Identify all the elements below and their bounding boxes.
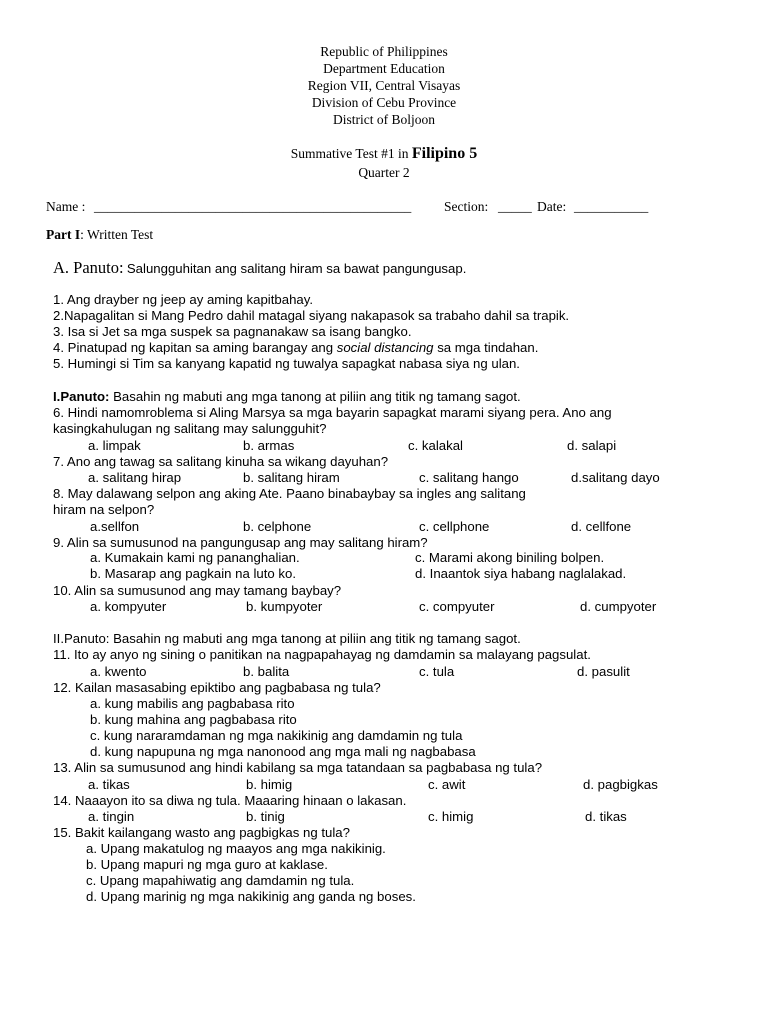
question-11: 11. Ito ay anyo ng sining o panitikan na nagpapahayag ng damdamin sa malayang pagsulat. <box>53 647 591 662</box>
item4-start: 4. Pinatupad ng kapitan sa aming barangay ang <box>53 340 334 355</box>
option[interactable]: d. pasulit <box>577 664 630 679</box>
option[interactable]: c. tula <box>419 664 455 679</box>
q9-options-row2 <box>0 566 768 582</box>
option[interactable]: c. compyuter <box>419 599 495 614</box>
item4-italic: social distancing <box>336 340 434 355</box>
option[interactable]: d. Inaantok siya habang naglalakad. <box>415 566 627 581</box>
q13-options <box>0 777 768 793</box>
q7-options <box>0 470 768 486</box>
info-line <box>46 199 726 215</box>
option[interactable]: a. salitang hirap <box>88 470 182 485</box>
q10-options <box>0 599 768 615</box>
test-title-prefix: Summative Test #1 in <box>290 146 409 161</box>
header-republic: Republic of Philippines <box>320 44 448 59</box>
option[interactable]: b. salitang hiram <box>243 470 340 485</box>
q6-options <box>0 438 768 454</box>
part-label: Part I <box>46 227 81 242</box>
list-item: 5. Humingi si Tim sa kanyang kapatid ng tuwalya sapagkat nabasa siya ng ulan. <box>53 356 520 371</box>
section-a-heading <box>53 258 466 279</box>
part-title <box>46 227 153 243</box>
quarter-label: Quarter 2 <box>358 165 410 180</box>
option[interactable]: b. himig <box>246 777 293 792</box>
question-9: 9. Alin sa sumusunod na pangungusap ang may salitang hiram? <box>53 535 428 550</box>
option[interactable]: a.sellfon <box>90 519 140 534</box>
date-blank[interactable]: ___________ <box>574 199 649 214</box>
option[interactable]: c. awit <box>428 777 466 792</box>
name-blank[interactable]: _______________________________________________ <box>94 199 412 214</box>
option[interactable]: a. kwento <box>90 664 147 679</box>
name-label: Name : <box>46 199 86 214</box>
test-title <box>0 145 768 163</box>
option[interactable]: c. salitang hango <box>419 470 519 485</box>
option[interactable]: a. tingin <box>88 809 135 824</box>
part-rest: : Written Test <box>80 227 154 242</box>
q8-options <box>0 519 768 535</box>
option[interactable]: c. kalakal <box>408 438 463 453</box>
question-10: 10. Alin sa sumusunod ang may tamang baybay? <box>53 583 342 598</box>
question-13: 13. Alin sa sumusunod ang hindi kabilang sa mga tatandaan sa pagbabasa ng tula? <box>53 760 543 775</box>
option[interactable]: c. Upang mapahiwatig ang damdamin ng tula. <box>86 873 355 888</box>
header-division: Division of Cebu Province <box>311 95 457 110</box>
option[interactable]: d. cumpyoter <box>580 599 657 614</box>
list-item: 1. Ang drayber ng jeep ay aming kapitbahay. <box>53 292 314 307</box>
option[interactable]: b. celphone <box>243 519 312 534</box>
option[interactable]: d. salapi <box>567 438 617 453</box>
test-subject: Filipino 5 <box>411 145 478 162</box>
question-8: 8. May dalawang selpon ang aking Ate. Paano binabaybay sa ingles ang salitang <box>53 486 526 501</box>
option[interactable]: a. limpak <box>88 438 141 453</box>
option[interactable]: d. kung napupuna ng mga nanonood ang mga mali ng nagbabasa <box>90 744 476 759</box>
option[interactable]: b. tinig <box>246 809 285 824</box>
option[interactable]: d. pagbigkas <box>583 777 658 792</box>
option[interactable]: b. kung mahina ang pagbabasa rito <box>90 712 297 727</box>
question-6: 6. Hindi namomroblema si Aling Marsya sa mga bayarin sapagkat marami siyang pera. Ano ang <box>53 405 612 420</box>
option[interactable]: a. kung mabilis ang pagbabasa rito <box>90 696 295 711</box>
list-item: 2.Napagalitan si Mang Pedro dahil matagal siyang nakapasok sa trabaho dahil sa trapik. <box>53 308 570 323</box>
section-a-instruction: Salungguhitan ang salitang hiram sa bawat pangungusap. <box>126 261 467 276</box>
section-i-instruction: Basahin ng mabuti ang mga tanong at piliin ang titik ng tamang sagot. <box>113 389 521 404</box>
option[interactable]: a. Upang makatulog ng maayos ang mga nakikinig. <box>86 841 386 856</box>
section-i-heading <box>53 389 521 405</box>
header-region: Region VII, Central Visayas <box>307 78 461 93</box>
option[interactable]: d.salitang dayo <box>571 470 660 485</box>
option[interactable]: b. Upang mapuri ng mga guro at kaklase. <box>86 857 328 872</box>
option[interactable]: d. cellfone <box>571 519 632 534</box>
question-15: 15. Bakit kailangang wasto ang pagbigkas ng tula? <box>53 825 350 840</box>
header-district: District of Boljoon <box>333 112 435 127</box>
section-ii-heading: II.Panuto: Basahin ng mabuti ang mga tanong at piliin ang titik ng tamang sagot. <box>53 631 521 646</box>
option[interactable]: b. kumpyoter <box>246 599 323 614</box>
question-12: 12. Kailan masasabing epiktibo ang pagbabasa ng tula? <box>53 680 381 695</box>
list-item <box>53 340 538 356</box>
option[interactable]: b. Masarap ang pagkain na luto ko. <box>90 566 297 581</box>
section-label: Section: <box>444 199 489 214</box>
option[interactable]: c. Marami akong biniling bolpen. <box>415 550 605 565</box>
date-label: Date: <box>537 199 567 214</box>
option[interactable]: c. cellphone <box>419 519 490 534</box>
option[interactable]: d. Upang marinig ng mga nakikinig ang ganda ng boses. <box>86 889 416 904</box>
section-blank[interactable]: _____ <box>498 199 532 214</box>
option[interactable]: c. himig <box>428 809 474 824</box>
section-a-title: A. Panuto: <box>53 258 124 277</box>
item4-end: sa mga tindahan. <box>437 340 539 355</box>
option[interactable]: b. balita <box>243 664 290 679</box>
question-7: 7. Ano ang tawag sa salitang kinuha sa wikang dayuhan? <box>53 454 389 469</box>
question-8-cont: hiram na selpon? <box>53 502 155 517</box>
header-department: Department Education <box>323 61 445 76</box>
question-14: 14. Naaayon ito sa diwa ng tula. Maaaring hinaan o lakasan. <box>53 793 407 808</box>
question-6-cont: kasingkahulugan ng salitang may salungguhit? <box>53 421 327 436</box>
option[interactable]: c. kung nararamdaman ng mga nakikinig ang damdamin ng tula <box>90 728 463 743</box>
section-i-title: I.Panuto: <box>53 389 110 404</box>
option[interactable]: b. armas <box>243 438 295 453</box>
q9-options-row1 <box>0 550 768 566</box>
option[interactable]: d. tikas <box>585 809 627 824</box>
q14-options <box>0 809 768 825</box>
option[interactable]: a. tikas <box>88 777 130 792</box>
q11-options <box>0 664 768 680</box>
option[interactable]: a. kompyuter <box>90 599 167 614</box>
option[interactable]: a. Kumakain kami ng pananghalian. <box>90 550 300 565</box>
list-item: 3. Isa si Jet sa mga suspek sa pagnanakaw sa isang bangko. <box>53 324 412 339</box>
